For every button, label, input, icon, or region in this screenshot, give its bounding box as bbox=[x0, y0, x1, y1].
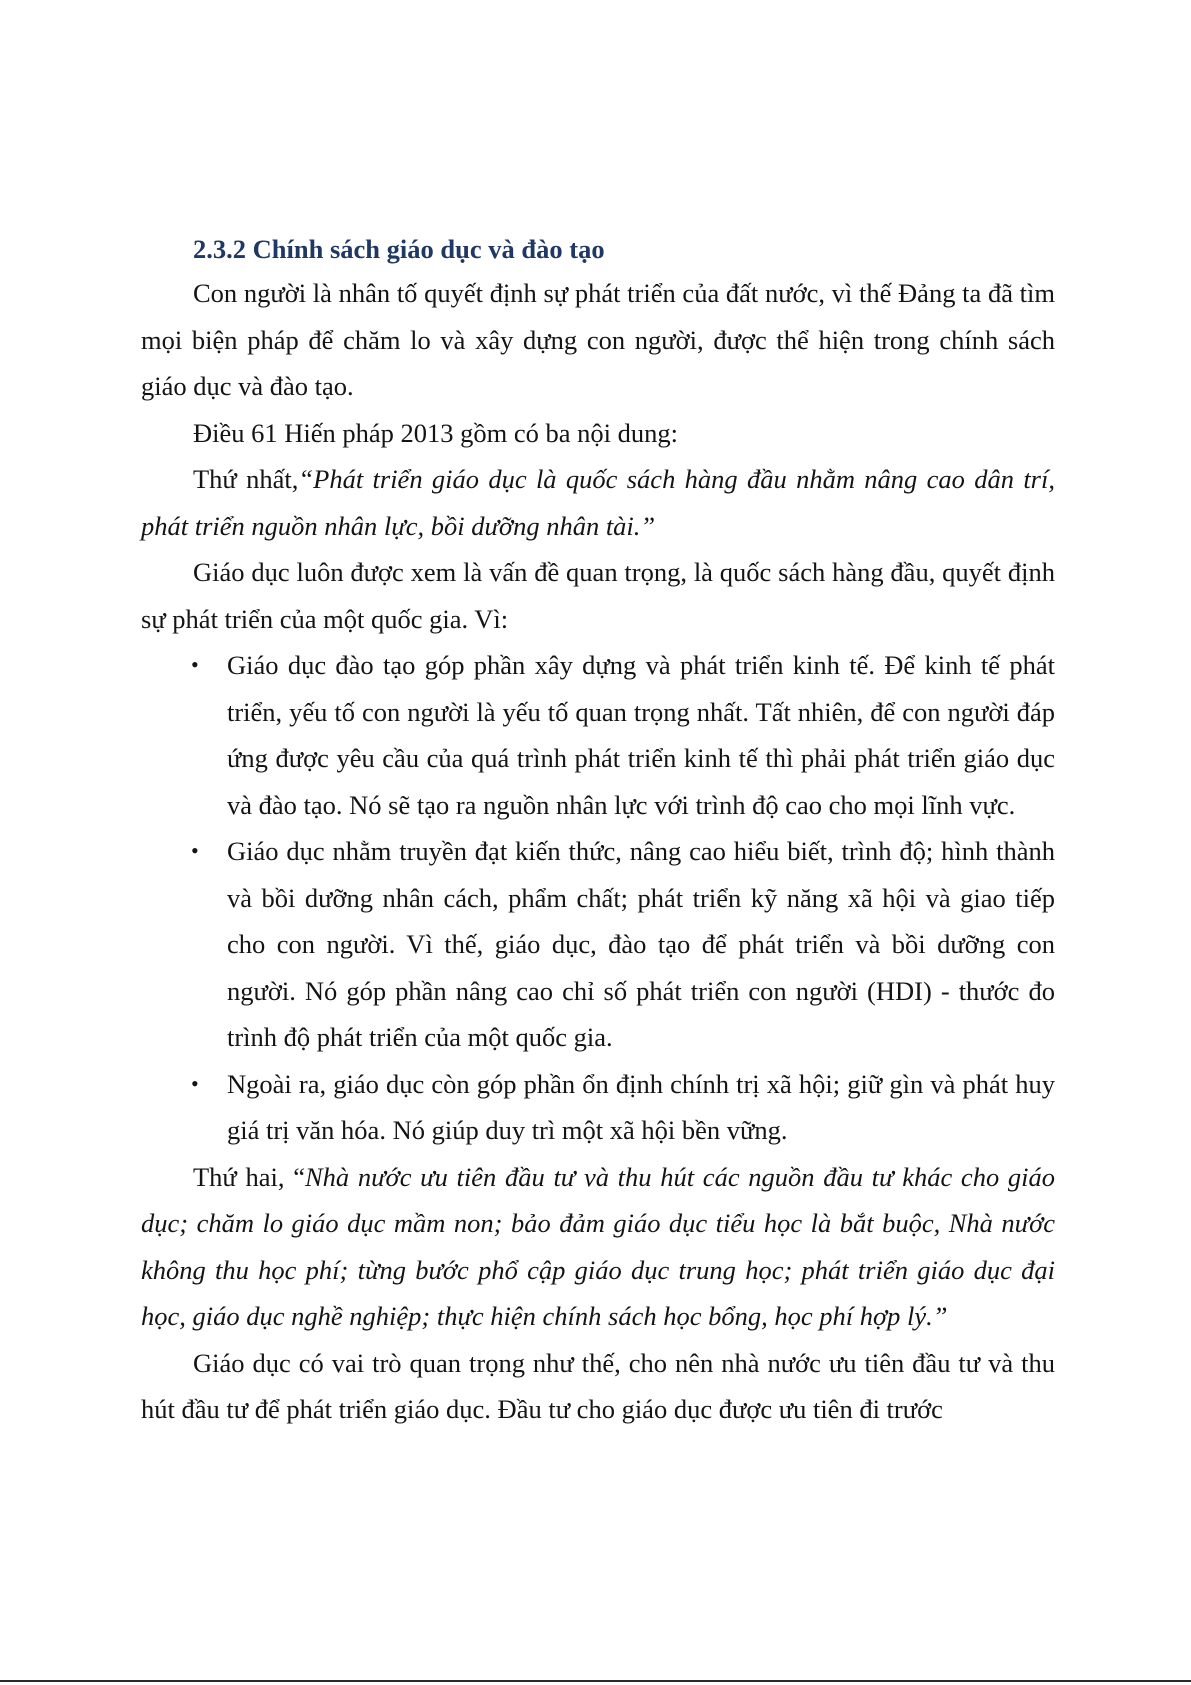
list-item-text: Giáo dục nhằm truyền đạt kiến thức, nâng cao hiểu biết, trình độ; hình thành và bồi dưỡng nhân cách, phẩm chất; phát triển kỹ năng xã hội và giao tiếp cho con người. Vì thế, giáo dục, đào tạo để phát triển và bồi dưỡng con người. Nó góp phần nâng cao chỉ số phát triển con người (HDI) - thước đo trình độ phát triển của một quốc gia. bbox=[227, 836, 1055, 1052]
second-point-quote: Nhà nước ưu tiên đầu tư và thu hút các nguồn đầu tư khác cho giáo dục; chăm lo giáo dục mầm non; bảo đảm giáo dục tiểu học là bắt buộc, Nhà nước không thu học phí; từng bước phổ cập giáo dục trung học; phát triển giáo dục đại học, giáo dục nghề nghiệp; thực hiện chính sách học bổng, học phí hợp lý.” bbox=[141, 1161, 1056, 1331]
closing-paragraph: Giáo dục có vai trò quan trọng như thế, cho nên nhà nước ưu tiên đầu tư và thu hút đầu tư để phát triển giáo dục. Đầu tư cho giáo dục được ưu tiên đi trước bbox=[141, 1347, 1055, 1424]
list-item bbox=[191, 642, 1055, 828]
list-item-text: Giáo dục đào tạo góp phần xây dựng và phát triển kinh tế. Để kinh tế phát triển, yếu tố con người là yếu tố quan trọng nhất. Tất nhiên, để con người đáp ứng được yêu cầu của quá trình phát triển kinh tế thì phải phát triển giáo dục và đào tạo. Nó sẽ tạo ra nguồn nhân lực với trình độ cao cho mọi lĩnh vực. bbox=[227, 650, 1055, 820]
page-content bbox=[141, 228, 1055, 1433]
second-point-lead: Thứ hai, “ bbox=[193, 1161, 305, 1192]
first-point-paragraph bbox=[141, 456, 1055, 549]
article-paragraph: Điều 61 Hiến pháp 2013 gồm có ba nội dung: bbox=[193, 417, 679, 448]
first-point-lead: Thứ nhất, bbox=[193, 464, 299, 494]
intro-paragraph: Con người là nhân tố quyết định sự phát triển của đất nước, vì thế Đảng ta đã tìm mọi biện pháp để chăm lo và xây dựng con người, được thể hiện trong chính sách giáo dục và đào tạo. bbox=[141, 278, 1055, 401]
bullet-icon: • bbox=[191, 838, 199, 863]
section-heading: 2.3.2 Chính sách giáo dục và đào tạo bbox=[193, 234, 605, 264]
first-point-quote: “Phát triển giáo dục là quốc sách hàng đầu nhằm nâng cao dân trí, phát triển nguồn nhân lực, bồi dưỡng nhân tài.” bbox=[141, 464, 1055, 541]
bullet-icon: • bbox=[191, 652, 199, 677]
list-item bbox=[191, 1061, 1055, 1154]
second-point-paragraph bbox=[141, 1154, 1055, 1340]
list-item-text: Ngoài ra, giáo dục còn góp phần ổn định chính trị xã hội; giữ gìn và phát huy giá trị văn hóa. Nó giúp duy trì một xã hội bền vững. bbox=[227, 1068, 1055, 1145]
bullet-icon: • bbox=[191, 1070, 199, 1096]
reasons-list bbox=[141, 642, 1055, 1154]
page-bottom-divider bbox=[0, 1680, 1191, 1682]
list-item bbox=[191, 828, 1055, 1061]
importance-paragraph: Giáo dục luôn được xem là vấn đề quan trọng, là quốc sách hàng đầu, quyết định sự phát triển của một quốc gia. Vì: bbox=[141, 557, 1055, 634]
